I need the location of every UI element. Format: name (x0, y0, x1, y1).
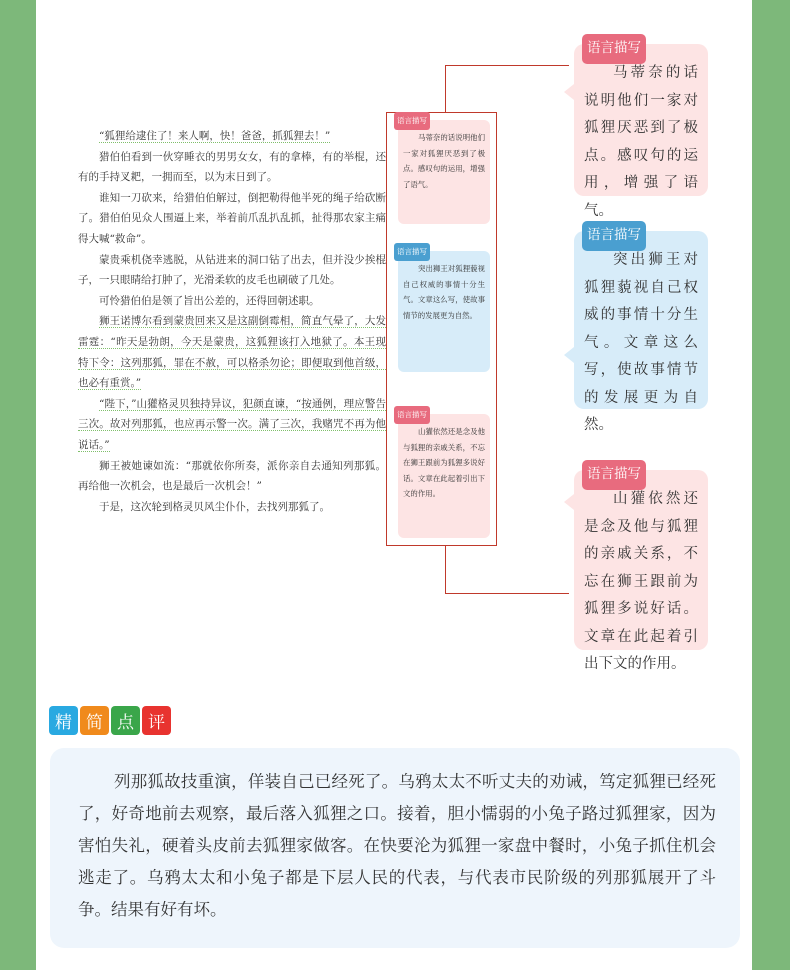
story-paragraph: 谁知一刀砍来，给猎伯伯解过，倒把勒得他半死的绳子给砍断了。猎伯伯见众人围逼上来，举着前爪乱扒乱抓，扯得那农家主痛得大喊“救命”。 (78, 191, 386, 245)
note-tag: 语言描写 (394, 112, 430, 130)
connector-line (445, 65, 569, 66)
small-note-3 (397, 410, 490, 538)
story-paragraph: 蒙贵乘机侥幸逃脱，从钻进来的洞口钻了出去，但并没少挨棍子，一只眼睛给打肿了，光滑柔软的皮毛也刷破了几处。 (78, 253, 386, 287)
big-note-2 (574, 227, 708, 433)
small-note-1 (397, 116, 490, 224)
bubble-pointer (564, 84, 574, 100)
story-paragraph: 猎伯伯看到一伙穿睡衣的男男女女，有的拿棒，有的举棍，还有的手持叉耙，一拥而至，以为末日到了。 (78, 150, 386, 184)
big-note-1 (574, 40, 708, 219)
note-tag: 语言描写 (582, 221, 646, 251)
review-box (50, 748, 740, 948)
review-heading-char: 评 (142, 706, 171, 735)
note-text: 马蒂奈的话说明他们一家对狐狸厌恶到了极点。感叹句的运用，增强了语气。 (403, 133, 485, 189)
highlighted-dialogue: 狮王诺博尔看到蒙贵回来又是这副倒霉相，简直气晕了，大发雷霆：“昨天是勃朗，今天是蒙贵，这狐狸该打入地狱了。本王现特下令：这列那狐，罪在不赦，可以格杀勿论；即便取到他首级，也必有重赏。” (78, 315, 386, 390)
small-note-2 (397, 247, 490, 372)
note-tag: 语言描写 (582, 460, 646, 490)
highlighted-dialogue: “狐狸给逮住了！来人啊，快！爸爸，抓狐狸去！” (99, 130, 331, 142)
note-tag: 语言描写 (394, 406, 430, 424)
story-paragraph: 于是，这次轮到格灵贝风尘仆仆，去找列那狐了。 (99, 500, 330, 513)
connector-line (445, 593, 569, 594)
highlighted-dialogue: “陛下，”山獾格灵贝独持异议，犯颜直谏，“按通例，理应警告三次。故对列那狐，也应再示警一次。满了三次，我赌咒不再为他说话。” (78, 397, 386, 451)
story-paragraph: 可怜猎伯伯是领了旨出公差的，还得回朝述职。 (99, 294, 320, 307)
review-heading-char: 精 (49, 706, 78, 735)
review-heading-char: 简 (80, 706, 109, 735)
story-paragraph (78, 394, 386, 456)
connector-line (445, 65, 446, 112)
bubble-pointer (564, 494, 574, 510)
story-text (78, 126, 386, 517)
review-text: 列那狐故技重演，佯装自己已经死了。乌鸦太太不听丈夫的劝诫，笃定狐狸已经死了，好奇地前去观察，最后落入狐狸之口。接着，胆小懦弱的小兔子路过狐狸家，因为害怕失礼，硬着头皮前去狐狸家做客。在快要沦为狐狸一家盘中餐时，小兔子抓住机会逃走了。乌鸦太太和小兔子都是下层人民的代表，与代表市民阶级的列那狐展开了斗争。结果有好有坏。 (78, 772, 716, 919)
story-paragraph (78, 311, 386, 393)
note-text: 山獾依然还是念及他与狐狸的亲戚关系，不忘在狮王跟前为狐狸多说好话。文章在此起着引出下文的作用。 (403, 427, 485, 498)
big-note-3 (574, 466, 708, 672)
note-text: 突出狮王对狐狸藐视自己权威的事情十分生气。文章这么写，使故事情节的发展更为自然。 (403, 264, 485, 320)
connector-line (445, 546, 446, 593)
note-tag: 语言描写 (582, 34, 646, 64)
review-heading (49, 706, 171, 735)
note-text: 山獾依然还是念及他与狐狸的亲戚关系，不忘在狮王跟前为狐狸多说好话。文章在此起着引出下文的作用。 (584, 491, 698, 672)
note-text: 马蒂奈的话说明他们一家对狐狸厌恶到了极点。感叹句的运用，增强了语气。 (584, 65, 698, 219)
note-text: 突出狮王对狐狸藐视自己权威的事情十分生气。文章这么写，使故事情节的发展更为自然。 (584, 252, 698, 433)
note-tag: 语言描写 (394, 243, 430, 261)
story-paragraph (78, 126, 386, 147)
bubble-pointer (564, 347, 574, 363)
review-heading-char: 点 (111, 706, 140, 735)
story-paragraph: 狮王被她谏如流：“那就依你所奏，派你亲自去通知列那狐。再给他一次机会，也是最后一次机会！” (78, 459, 386, 493)
